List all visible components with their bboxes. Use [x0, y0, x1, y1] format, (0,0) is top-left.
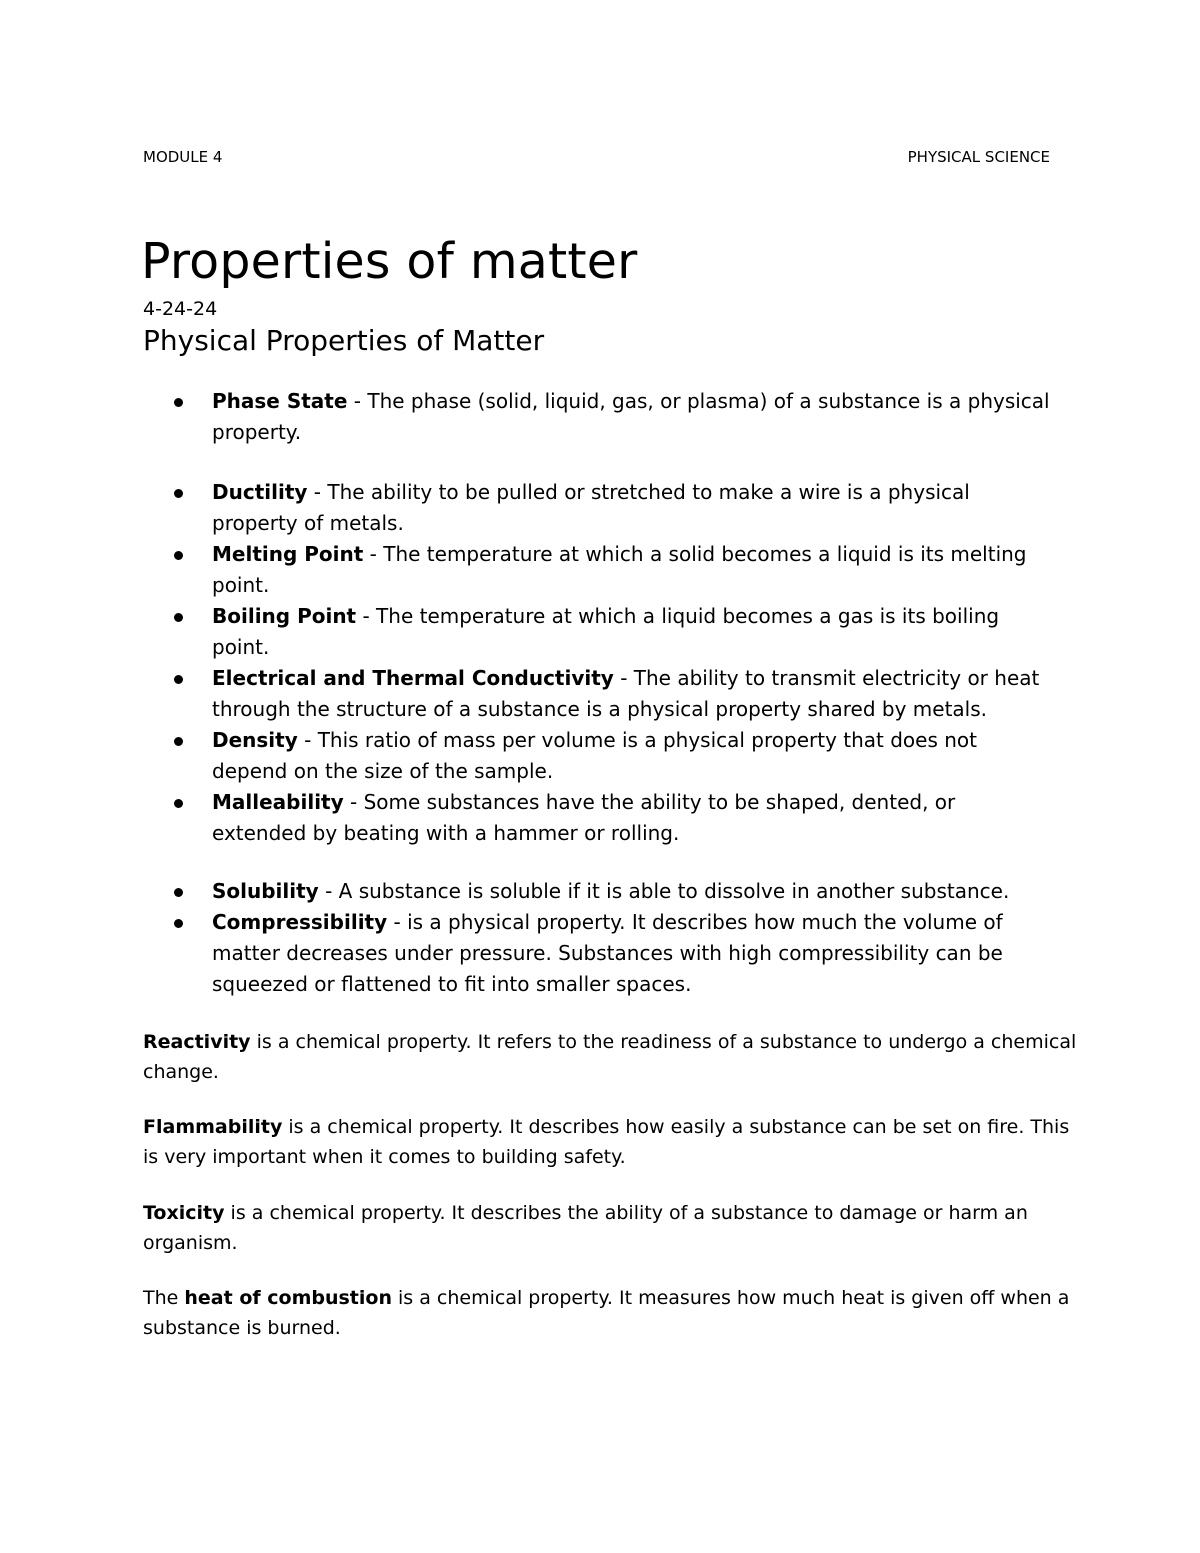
list-item	[212, 725, 1062, 787]
property-term: Boiling Point	[212, 604, 357, 628]
property-description: - Some substances have the ability to be shaped, dented, or	[343, 790, 956, 814]
list-item-line: squeezed or flattened to fit into smaller spaces.	[212, 972, 692, 996]
header-subject-label: PHYSICAL SCIENCE	[907, 148, 1050, 166]
property-term: Phase State	[212, 389, 348, 413]
paragraph-line	[143, 1283, 1073, 1313]
property-description: is a chemical property. It measures how much heat is given off when a	[391, 1287, 1070, 1309]
property-description: is a chemical property. It describes the ability of a substance to damage or harm an	[224, 1202, 1028, 1224]
bullet-icon	[174, 737, 183, 746]
bullet-icon	[174, 551, 183, 560]
list-item-line	[212, 386, 1062, 417]
list-item-line: property.	[212, 420, 302, 444]
bullet-icon	[174, 398, 183, 407]
list-item-line	[212, 876, 1062, 907]
property-description: - The ability to transmit electricity or heat	[613, 666, 1040, 690]
property-term: Reactivity	[143, 1031, 251, 1053]
list-item-line	[212, 725, 1062, 756]
property-term: Electrical and Thermal Conductivity	[212, 666, 614, 690]
list-item	[212, 876, 1062, 907]
property-description: is a chemical property. It describes how easily a substance can be set on fire. This	[282, 1116, 1070, 1138]
list-item-line	[212, 477, 1062, 508]
list-item-line: point.	[212, 573, 270, 597]
paragraph-line	[143, 1198, 1073, 1228]
paragraph-line: is very important when it comes to building safety.	[143, 1146, 626, 1168]
bullet-icon	[174, 613, 183, 622]
bullet-icon	[174, 799, 183, 808]
list-item	[212, 787, 1062, 849]
header-module-label: MODULE 4	[143, 148, 223, 166]
list-item	[212, 539, 1062, 601]
paragraph-line	[143, 1027, 1077, 1057]
list-item	[212, 663, 1062, 725]
list-item-line: matter decreases under pressure. Substances with high compressibility can be	[212, 941, 1003, 965]
list-item	[212, 907, 1062, 1000]
property-term: Density	[212, 728, 298, 752]
property-term: Solubility	[212, 879, 319, 903]
paragraph-prefix: The	[143, 1287, 185, 1309]
property-term: Melting Point	[212, 542, 364, 566]
property-description: - is a physical property. It describes how much the volume of	[387, 910, 1003, 934]
property-description: is a chemical property. It refers to the readiness of a substance to undergo a chemical	[250, 1031, 1077, 1053]
property-term: Malleability	[212, 790, 344, 814]
list-item	[212, 601, 1062, 663]
paragraph-line: substance is burned.	[143, 1317, 341, 1339]
property-term: Ductility	[212, 480, 308, 504]
list-item	[212, 386, 1062, 448]
section-heading: Physical Properties of Matter	[143, 324, 545, 357]
property-description: - The phase (solid, liquid, gas, or plasma) of a substance is a physical	[347, 389, 1050, 413]
paragraph-reactivity	[143, 1027, 1077, 1087]
paragraph-line: organism.	[143, 1232, 238, 1254]
list-item-line: point.	[212, 635, 270, 659]
property-term: Flammability	[143, 1116, 283, 1138]
paragraph-toxicity	[143, 1198, 1073, 1258]
property-description: - The temperature at which a solid becomes a liquid is its melting	[363, 542, 1027, 566]
paragraph-line	[143, 1112, 1073, 1142]
bullet-icon	[174, 675, 183, 684]
list-item-line: extended by beating with a hammer or rolling.	[212, 821, 680, 845]
document-date: 4-24-24	[143, 298, 218, 320]
list-item-line: through the structure of a substance is a physical property shared by metals.	[212, 697, 987, 721]
list-item-line	[212, 601, 1062, 632]
list-item	[212, 477, 1062, 539]
property-term: heat of combustion	[184, 1287, 392, 1309]
list-item-line	[212, 787, 1062, 818]
paragraph-heat-of-combustion	[143, 1283, 1073, 1343]
page-header	[143, 146, 1050, 168]
property-description: - This ratio of mass per volume is a physical property that does not	[297, 728, 978, 752]
bullet-icon	[174, 888, 183, 897]
property-description: - A substance is soluble if it is able to dissolve in another substance.	[318, 879, 1010, 903]
paragraph-flammability	[143, 1112, 1073, 1172]
list-item-line	[212, 539, 1062, 570]
property-description: - The ability to be pulled or stretched to make a wire is a physical	[307, 480, 970, 504]
bullet-icon	[174, 919, 183, 928]
property-term: Toxicity	[143, 1202, 225, 1224]
property-description: - The temperature at which a liquid becomes a gas is its boiling	[356, 604, 1000, 628]
property-term: Compressibility	[212, 910, 388, 934]
list-item-line	[212, 663, 1062, 694]
paragraph-line: change.	[143, 1061, 219, 1083]
list-item-line: depend on the size of the sample.	[212, 759, 554, 783]
list-item-line: property of metals.	[212, 511, 404, 535]
list-item-line	[212, 907, 1062, 938]
bullet-icon	[174, 489, 183, 498]
document-title: Properties of matter	[141, 233, 638, 290]
